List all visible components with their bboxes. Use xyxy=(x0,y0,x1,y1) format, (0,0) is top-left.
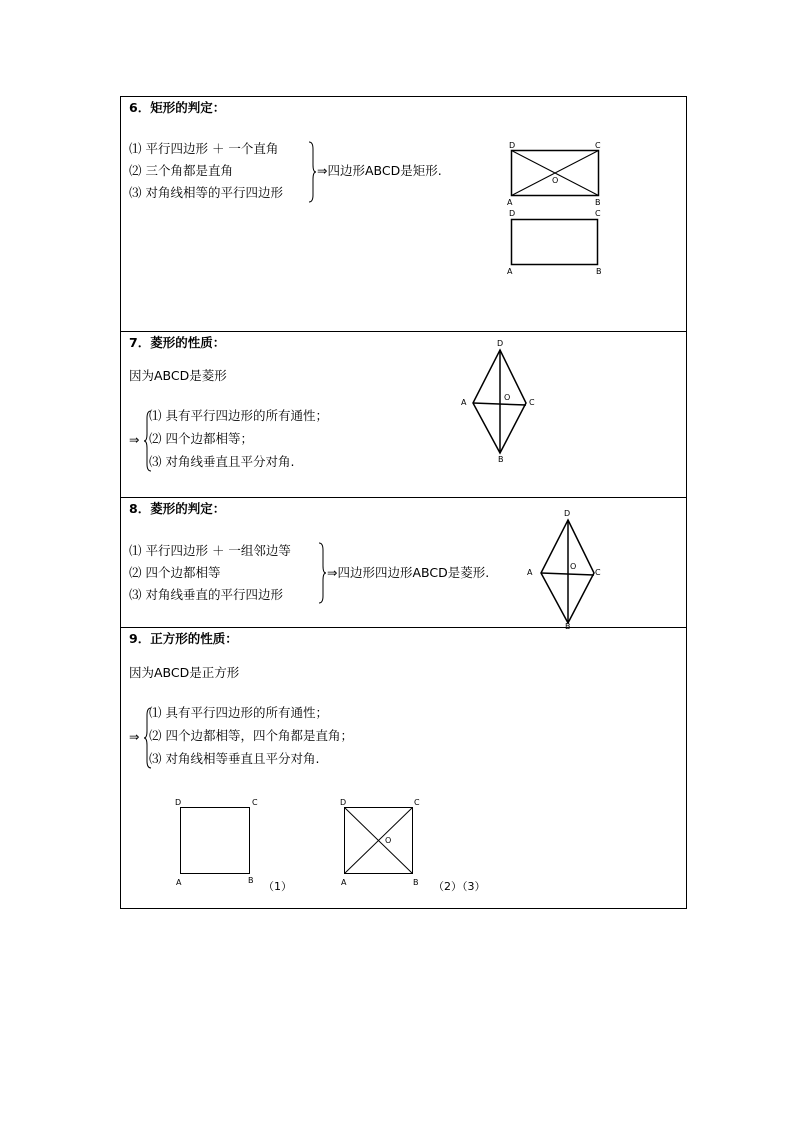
premise: 因为ABCD是正方形 xyxy=(129,665,240,680)
section-rhombus-criteria xyxy=(121,497,686,631)
label-d: D xyxy=(175,798,182,807)
criterion-2: ⑵ 四个边都相等 xyxy=(129,565,221,580)
rhombus-figure xyxy=(472,350,528,454)
label-a: A xyxy=(527,568,533,577)
property-2: ⑵ 四个边都相等； xyxy=(149,431,253,446)
label-c: C xyxy=(414,798,420,807)
label-o: O xyxy=(504,393,511,402)
property-1: ⑴ 具有平行四边形的所有通性； xyxy=(149,408,328,423)
label-c: C xyxy=(252,798,258,807)
label-b: B xyxy=(498,455,504,464)
premise: 因为ABCD是菱形 xyxy=(129,368,227,383)
criterion-1: ⑴ 平行四边形 ＋ 一个直角 xyxy=(129,141,279,156)
label-b: B xyxy=(595,198,601,207)
section-title: 8．菱形的判定： xyxy=(129,501,226,516)
label-a: A xyxy=(176,878,182,887)
implies-arrow: ⇒ xyxy=(129,432,140,447)
label-b: B xyxy=(596,267,602,276)
property-1: ⑴ 具有平行四边形的所有通性； xyxy=(149,705,328,720)
square-diagonals-figure xyxy=(344,807,414,875)
label-d: D xyxy=(340,798,347,807)
section-square-properties xyxy=(121,627,686,910)
criterion-2: ⑵ 三个角都是直角 xyxy=(129,163,233,178)
label-o: O xyxy=(385,836,392,845)
label-d: D xyxy=(497,339,504,348)
label-a: A xyxy=(461,398,467,407)
section-title: 9．正方形的性质： xyxy=(129,631,238,646)
label-d: D xyxy=(509,141,516,150)
figure-caption: （1） xyxy=(263,880,292,893)
label-b: B xyxy=(565,622,571,631)
section-rectangle-criteria xyxy=(121,97,686,331)
rectangle-figure xyxy=(511,219,599,265)
criterion-3: ⑶ 对角线相等的平行四边形 xyxy=(129,185,283,200)
figure-caption: （2）（3） xyxy=(433,880,486,893)
label-a: A xyxy=(341,878,347,887)
label-c: C xyxy=(595,141,601,150)
label-c: C xyxy=(529,398,535,407)
criterion-3: ⑶ 对角线垂直的平行四边形 xyxy=(129,587,283,602)
section-title: 7．菱形的性质： xyxy=(129,335,226,350)
label-a: A xyxy=(507,267,513,276)
label-b: B xyxy=(413,878,419,887)
section-title: 6．矩形的判定： xyxy=(129,100,226,115)
right-brace xyxy=(307,141,317,203)
label-a: A xyxy=(507,198,513,207)
rectangle-diagonals-figure xyxy=(511,150,599,196)
criterion-1: ⑴ 平行四边形 ＋ 一组邻边等 xyxy=(129,543,291,558)
right-brace xyxy=(317,542,327,604)
conclusion: ⇒四边形ABCD是矩形. xyxy=(317,163,442,178)
rhombus-figure xyxy=(540,520,596,624)
property-2: ⑵ 四个边都相等，四个角都是直角； xyxy=(149,728,353,743)
section-rhombus-properties xyxy=(121,331,686,497)
label-d: D xyxy=(509,209,516,218)
label-c: C xyxy=(595,209,601,218)
label-d: D xyxy=(564,509,571,518)
label-b: B xyxy=(248,876,254,885)
label-o: O xyxy=(552,176,559,185)
label-o: O xyxy=(570,562,577,571)
implies-arrow: ⇒ xyxy=(129,729,140,744)
label-c: C xyxy=(595,568,601,577)
square-figure xyxy=(180,807,250,875)
property-3: ⑶ 对角线垂直且平分对角. xyxy=(149,454,295,469)
conclusion: ⇒四边形四边形ABCD是菱形. xyxy=(327,565,490,580)
property-3: ⑶ 对角线相等垂直且平分对角. xyxy=(149,751,320,766)
theorem-table xyxy=(120,96,687,909)
